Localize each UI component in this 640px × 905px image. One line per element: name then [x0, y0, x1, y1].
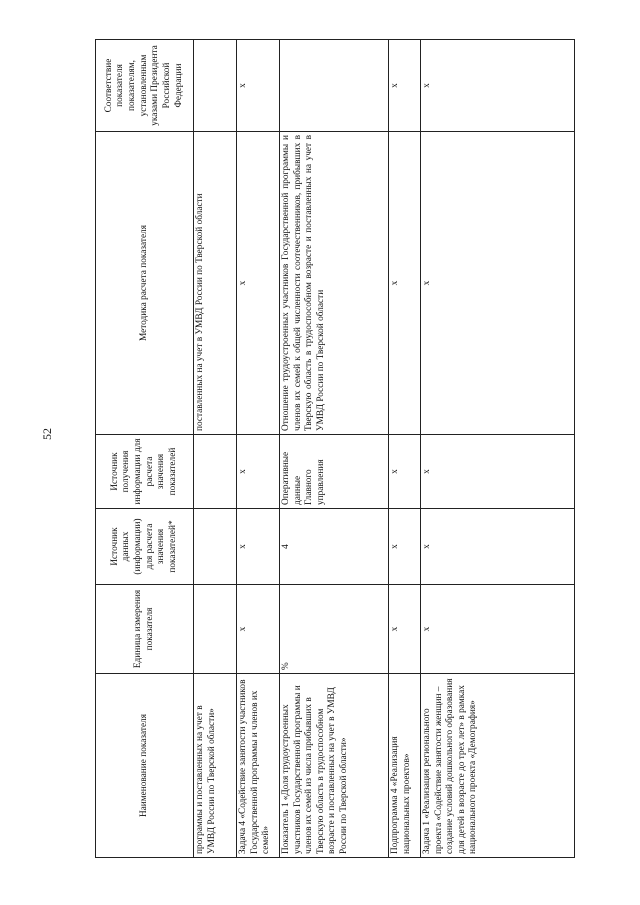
- cell-data-source: х: [421, 509, 575, 585]
- table-row: [194, 40, 237, 858]
- cell-compliance: х: [237, 40, 280, 132]
- cell-info-source: х: [389, 435, 421, 509]
- cell-data-source: х: [237, 509, 280, 585]
- table-row: [389, 40, 421, 858]
- table-row: [421, 40, 575, 858]
- indicator-table: [95, 39, 575, 858]
- cell-compliance: [280, 40, 389, 132]
- cell-data-source: 4: [280, 509, 389, 585]
- cell-info-source: Оперативные данные Главного управления: [280, 435, 389, 509]
- cell-name: Показатель 1 «Доля трудоустроенных участников Государственной программы и членов их семей из числа прибывших в Тверскую область в трудоспособном возрасте и поставленных на учет в УМВД России по Тверской области»: [280, 674, 389, 858]
- header-compliance: Соответствие показателя показателям, установленным указами Президента Российской Федерации: [96, 40, 194, 132]
- cell-name: Задача 1 «Реализация регионального проекта «Содействие занятости женщин – создание условий дошкольного образования для детей в возрасте до трех лет» в рамках национального проекта «Демография»: [421, 674, 575, 858]
- cell-name: Задача 4 «Содействие занятости участников Государственной программы и членов их семей»: [237, 674, 280, 858]
- table-row: [280, 40, 389, 858]
- page-number: 52: [40, 428, 54, 440]
- cell-unit: [194, 585, 237, 674]
- cell-compliance: х: [421, 40, 575, 132]
- table-header-row: [96, 40, 194, 858]
- header-data-source: Источник данных (информации) для расчета значения показателей*: [96, 509, 194, 585]
- table-row: [237, 40, 280, 858]
- cell-info-source: [194, 435, 237, 509]
- cell-method: х: [389, 132, 421, 435]
- cell-name: программы и поставленных на учет в УМВД России по Тверской области»: [194, 674, 237, 858]
- cell-name: Подпрограмма 4 «Реализация национальных проектов»: [389, 674, 421, 858]
- header-info-source: Источник получения информации для расчета значения показателей: [96, 435, 194, 509]
- cell-info-source: х: [421, 435, 575, 509]
- cell-compliance: х: [389, 40, 421, 132]
- header-name: Наименование показателя: [96, 674, 194, 858]
- cell-method: х: [237, 132, 280, 435]
- cell-method: х: [421, 132, 575, 435]
- cell-data-source: х: [389, 509, 421, 585]
- header-method: Методика расчета показателя: [96, 132, 194, 435]
- cell-compliance: [194, 40, 237, 132]
- header-unit: Единица измерения показателя: [96, 585, 194, 674]
- cell-unit: х: [421, 585, 575, 674]
- cell-method: поставленных на учет в УМВД России по Тверской области: [194, 132, 237, 435]
- cell-data-source: [194, 509, 237, 585]
- cell-unit: х: [389, 585, 421, 674]
- cell-method: Отношение трудоустроенных участников Государственной программы и членов их семей к общей численности соотечественников, прибывших в Тверскую область в трудоспособном возрасте и поставленных на учет в УМВД России по Тверской области: [280, 132, 389, 435]
- cell-unit: х: [237, 585, 280, 674]
- cell-unit: %: [280, 585, 389, 674]
- cell-info-source: х: [237, 435, 280, 509]
- indicator-table-rotated: [95, 40, 575, 858]
